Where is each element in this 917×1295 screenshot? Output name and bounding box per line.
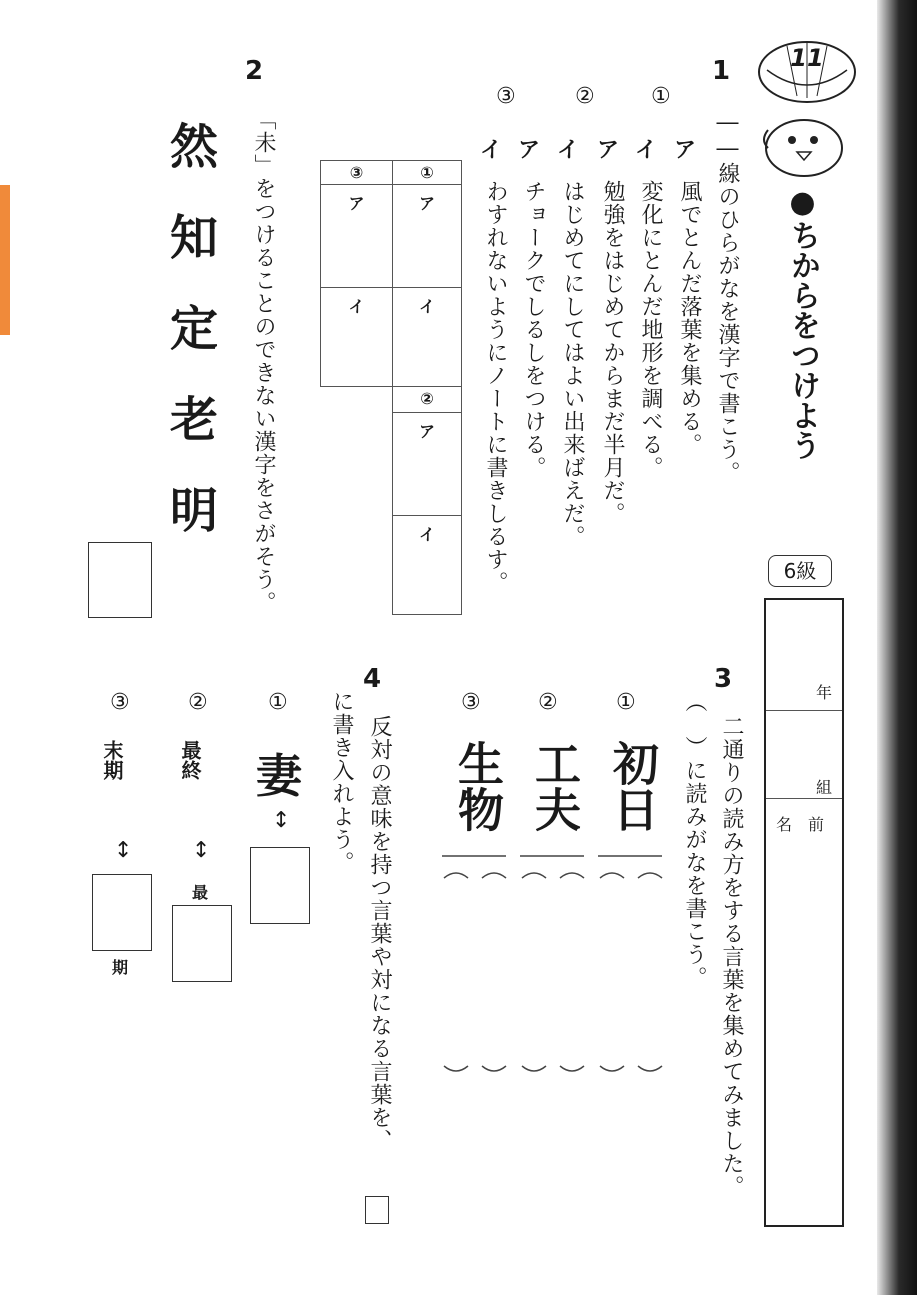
- q4-item3-answer-suffix: 期: [112, 958, 129, 977]
- q1-item1-num: ①: [651, 84, 671, 109]
- q1-item3-num: ③: [496, 84, 516, 109]
- class-label: 組: [816, 778, 833, 797]
- q3-instruction-2: （ ）に読みがなを書こう。: [682, 690, 707, 989]
- q1-item2-label-b: イ: [557, 138, 580, 163]
- q4-instruction-1: 反対の意味を持つ言葉や対になる言葉を、: [367, 715, 392, 1152]
- q3-number: 3: [714, 664, 733, 694]
- q3-item3-num: ③: [461, 690, 481, 715]
- q4-item1-num: ①: [268, 690, 288, 715]
- q1-answer-grid: [320, 160, 462, 615]
- lesson-number: 11: [790, 44, 824, 72]
- q3-answer-slot-1b[interactable]: [600, 878, 628, 1058]
- q4-item2-word: 最終: [178, 740, 202, 780]
- q3-answer-slot-2b[interactable]: [522, 878, 550, 1058]
- grid-c1-a[interactable]: ア: [392, 184, 462, 288]
- lesson-emblem: [752, 30, 862, 180]
- orange-index-tab: [0, 185, 10, 335]
- q4-item1-word: 妻: [256, 749, 302, 803]
- page-title: ●ちからをつけよう: [785, 185, 820, 460]
- q4-item3-word: 末期: [100, 740, 124, 780]
- grade-badge: 6級: [768, 555, 832, 587]
- page-edge: [877, 0, 917, 1295]
- q4-legend-box: [365, 1196, 389, 1224]
- q2-kanji-3[interactable]: 定: [170, 301, 219, 357]
- q4-item1-answer-box[interactable]: [250, 847, 310, 924]
- q2-kanji-list: [170, 108, 230, 563]
- q4-item2-arrow: ↕: [192, 838, 211, 863]
- q1-number: 1: [712, 56, 731, 86]
- q1-item1-sentence-a: 風でとんだ落葉を集める。: [677, 180, 702, 456]
- q3-item2-num: ②: [538, 690, 558, 715]
- q4-item3-num: ③: [110, 690, 130, 715]
- q1-item2-sentence-b: はじめてにしてはよい出来ばえだ。: [560, 180, 585, 548]
- q3-answer-slot-3a[interactable]: [482, 878, 510, 1058]
- q2-kanji-1[interactable]: 然: [170, 119, 219, 175]
- q2-instruction: 「未」をつけることのできない漢字をさがそう。: [251, 108, 276, 614]
- q4-item2-answer-box[interactable]: [172, 905, 232, 982]
- grid-c3-a[interactable]: ア: [320, 184, 393, 288]
- q3-answer-parentheses: [440, 850, 670, 1080]
- q1-item3-label-a: ア: [518, 138, 541, 163]
- q3-answer-slot-3b[interactable]: [444, 878, 472, 1058]
- q1-item1-label-b: イ: [635, 138, 658, 163]
- year-label: 年: [816, 683, 833, 702]
- name-label: 名 前: [776, 815, 825, 834]
- q3-item2-word: 工夫: [528, 740, 582, 832]
- grid-c2-header: ②: [392, 386, 462, 413]
- name-field[interactable]: [768, 830, 838, 1220]
- q4-item2-num: ②: [188, 690, 208, 715]
- q2-kanji-4[interactable]: 老: [170, 392, 219, 448]
- q3-item3-word: 生物: [451, 740, 505, 832]
- q2-kanji-5[interactable]: 明: [170, 483, 219, 539]
- q1-item2-label-a: ア: [597, 138, 620, 163]
- q3-item1-num: ①: [616, 690, 636, 715]
- q3-answer-slot-1a[interactable]: [638, 878, 666, 1058]
- q2-kanji-2[interactable]: 知: [170, 210, 219, 266]
- grid-c3-header: ③: [320, 160, 393, 185]
- q1-item3-sentence-b: わすれないようにノートに書きしるす。: [483, 180, 508, 594]
- grid-c1-b[interactable]: イ: [392, 287, 462, 387]
- q1-item3-label-b: イ: [480, 138, 503, 163]
- q4-item3-arrow: ↕: [114, 838, 133, 863]
- q1-item1-label-a: ア: [674, 138, 697, 163]
- q3-item1-word: 初日: [606, 740, 660, 832]
- q4-item2-answer-prefix: 最: [192, 883, 209, 902]
- q4-item3-answer-box[interactable]: [92, 874, 152, 951]
- q1-instruction: ――線のひらがなを漢字で書こう。: [715, 110, 740, 484]
- q4-item1-arrow: ↕: [272, 808, 291, 833]
- q1-item2-sentence-a: 勉強をはじめてからまだ半月だ。: [600, 180, 625, 525]
- grid-c2-b[interactable]: イ: [392, 515, 462, 615]
- grid-c1-header: ①: [392, 160, 462, 185]
- name-box: [764, 598, 844, 1227]
- q4-number: 4: [363, 664, 382, 694]
- grid-c2-a[interactable]: ア: [392, 412, 462, 516]
- q2-number: 2: [245, 56, 264, 86]
- q3-instruction-1: 二通りの読み方をする言葉を集めてみました。: [719, 715, 744, 1198]
- q2-answer-box[interactable]: [88, 542, 152, 618]
- grid-c3-b[interactable]: イ: [320, 287, 393, 387]
- q4-instruction-2: に書き入れよう。: [329, 690, 354, 874]
- q1-item3-sentence-a: チョークでしるしをつける。: [521, 180, 546, 479]
- q1-item1-sentence-b: 変化にとんだ地形を調べる。: [638, 180, 663, 479]
- q3-answer-slot-2a[interactable]: [560, 878, 588, 1058]
- q1-item2-num: ②: [575, 84, 595, 109]
